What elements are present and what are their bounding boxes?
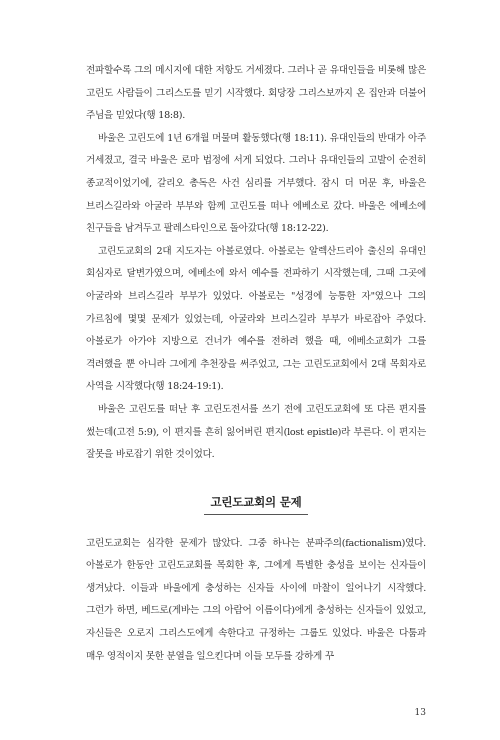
page-body xyxy=(86,60,426,668)
paragraph-4: 바울은 고린도를 떠난 후 고린도전서를 쓰기 전에 고린도교회에 또 다른 편지를 썼는데(고전 5:9), 이 편지를 흔히 잃어버린 편지(lost epistle)라 부른다. 이 편지는 잘못을 바로잡기 위한 것이었다. xyxy=(86,403,426,461)
section-heading: 고린도교회의 문제 xyxy=(204,494,307,515)
page-number: 13 xyxy=(414,708,426,718)
paragraph-2: 바울은 고린도에 1년 6개월 머물며 활동했다(행 18:11). 유대인들의 반대가 아주 거세졌고, 결국 바울은 로마 법정에 서게 되었다. 그러나 유대인들의 고발이 순전히 종교적이었기에, 갈리오 총독은 사건 심리를 거부했다. 잠시 더 머문 후, 바울은 브리스길라와 아굴라 부부와 함께 고린도를 떠나 에베소로 갔다. 바울은 에베소에 친구들을 남겨두고 팔레스타인으로 돌아갔다(행 18:12-22). xyxy=(86,132,426,235)
paragraph-3: 고린도교회의 2대 지도자는 아볼로였다. 아볼로는 알렉산드리아 출신의 유대인 회심자로 달변가였으며, 에베소에 와서 예수를 전파하기 시작했는데, 그때 그곳에 아굴라와 브리스길라 부부가 있었다. 아볼로는 "성경에 능통한 자"였으나 그의 가르침에 몇몇 문제가 있었는데, 아굴라와 브리스길라 부부가 바로잡아 주었다. 아볼로가 아가야 지방으로 건너가 예수를 전하려 했을 때, 에베소교회가 그를 격려했을 뿐 아니라 그에게 추천장을 써주었고, 그는 고린도교회에서 2대 목회자로 사역을 시작했다(행 18:24-19:1). xyxy=(86,245,426,393)
section-heading-container xyxy=(86,491,426,515)
paragraph-1: 전파할수록 그의 메시지에 대한 저항도 거세졌다. 그러나 곧 유대인들을 비롯해 많은 고린도 사람들이 그리스도를 믿기 시작했다. 회당장 그리스보까지 온 집안과 더불어 주님을 믿었다(행 18:8). xyxy=(86,65,426,122)
paragraph-5: 고린도교회는 심각한 문제가 많았다. 그중 하나는 분파주의(factionalism)였다. 아볼로가 한동안 고린도교회를 목회한 후, 그에게 특별한 충성을 보이는 신자들이 생겨났다. 이들과 바울에게 충성하는 신자들 사이에 마찰이 일어나기 시작했다. 그런가 하면, 베드로(게바는 그의 아람어 이름이다)에게 충성하는 신자들이 있었고, 자신들은 오로지 그리스도에게 속한다고 규정하는 그룹도 있었다. 바울은 다툼과 매우 영적이지 못한 분열을 일으킨다며 이들 모두를 강하게 꾸 xyxy=(86,537,426,662)
